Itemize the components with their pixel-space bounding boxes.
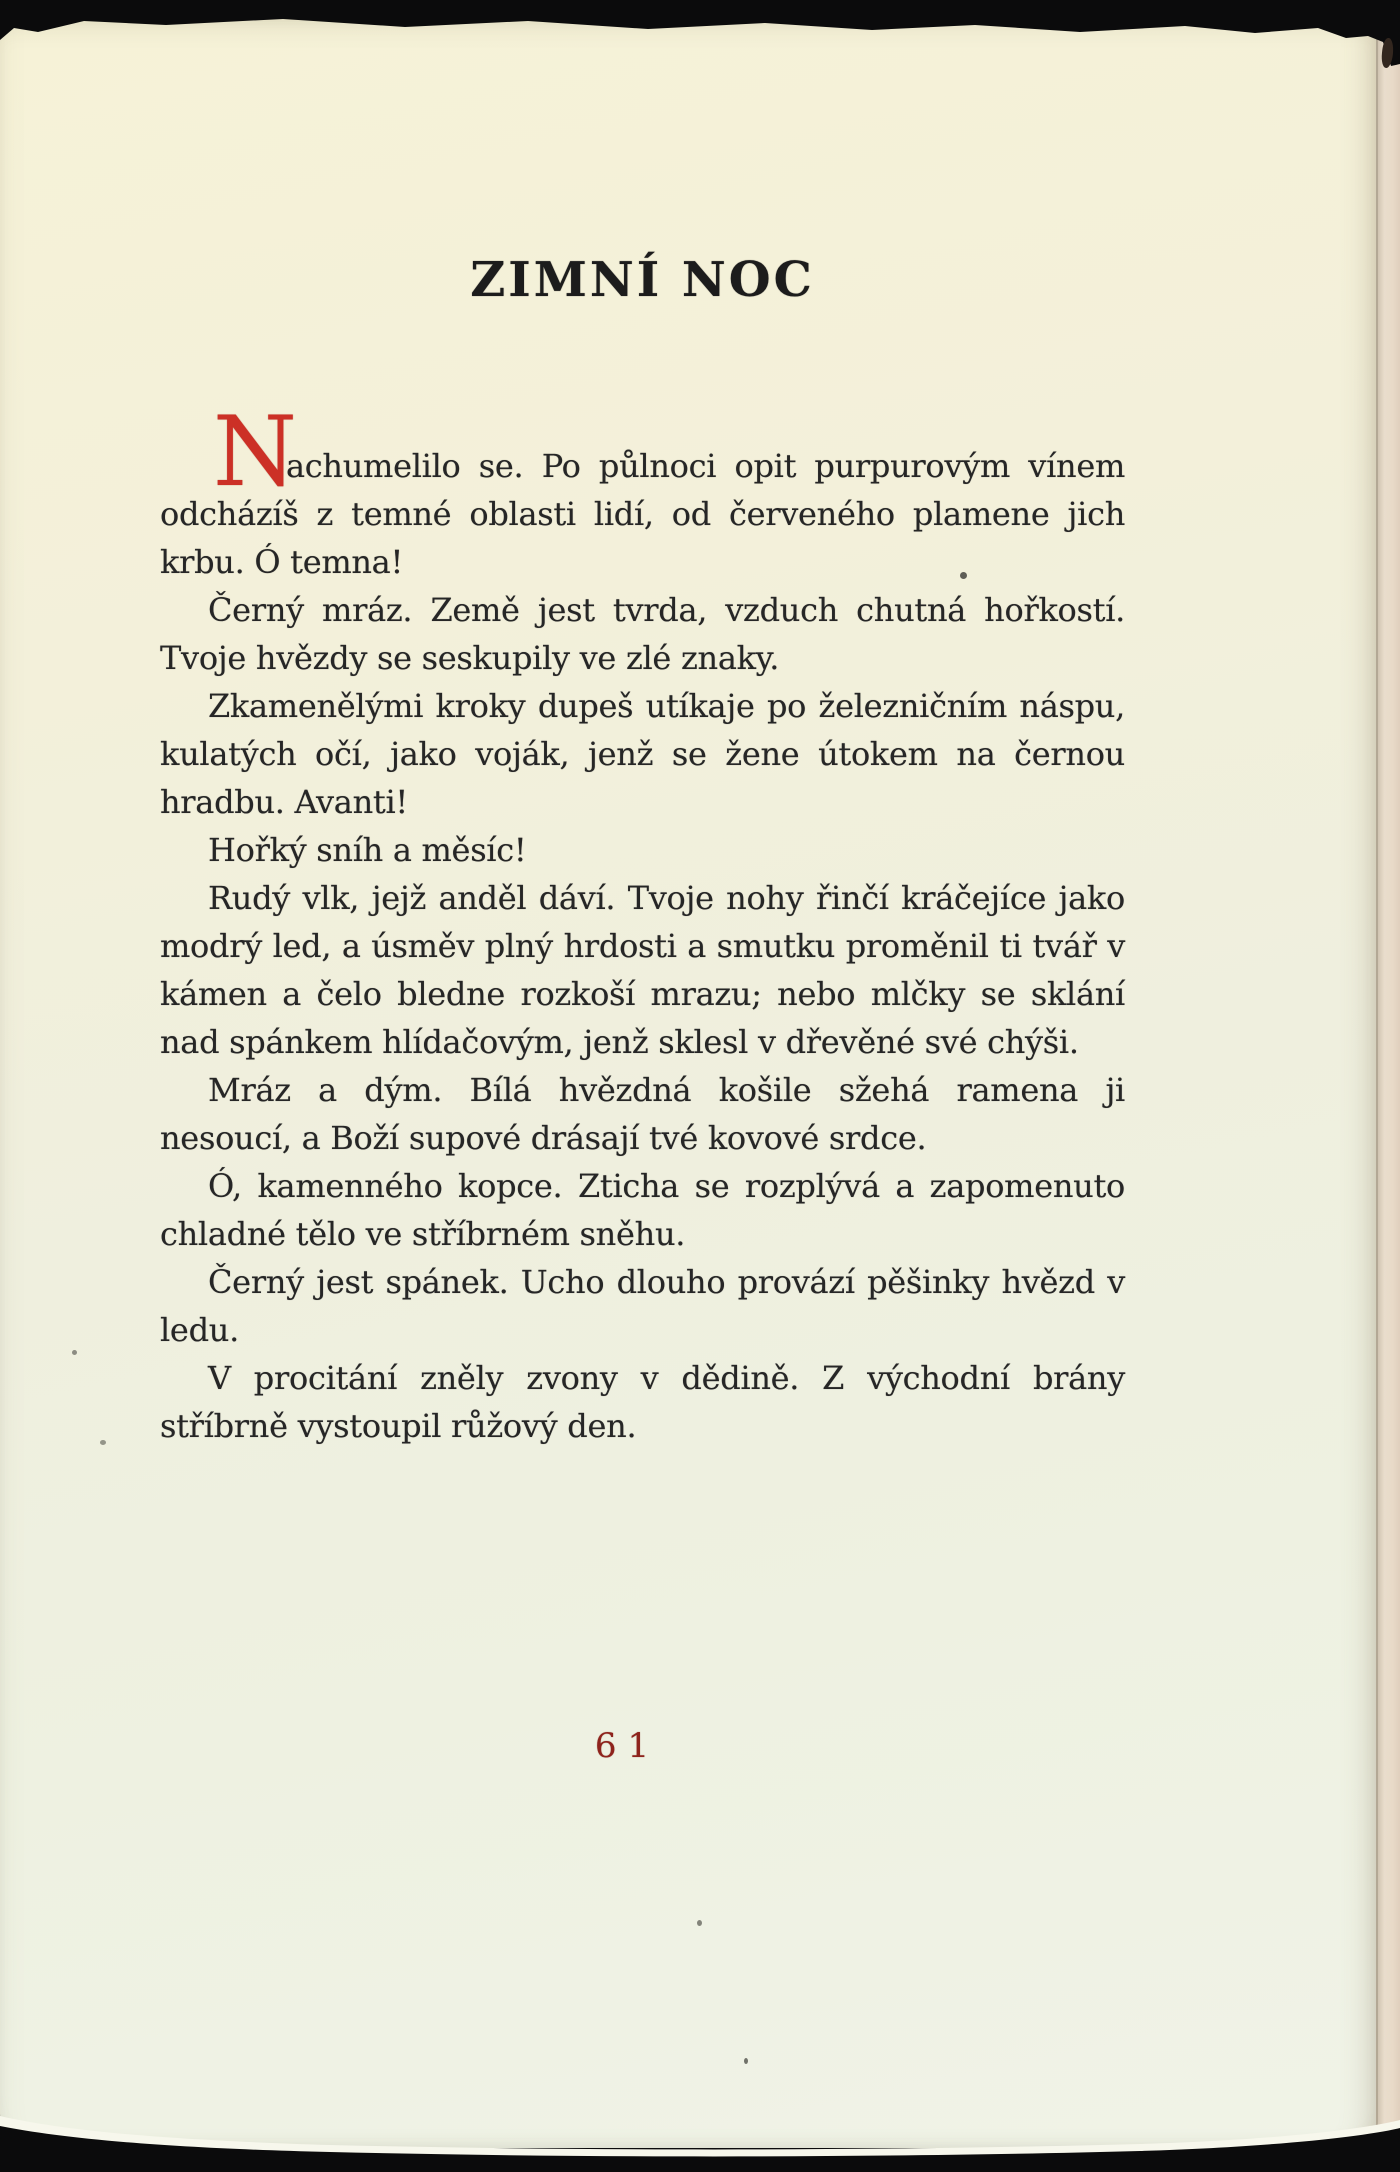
poem-paragraph: Zkamenělými kroky dupeš utíkaje po železničním náspu, kulatých očí, jako voják, jenž se žene útokem na černou hradbu. Avanti! (160, 687, 1125, 821)
paper-speck (960, 572, 967, 579)
page-edge-strip (1376, 6, 1400, 2160)
page-number: 61 (594, 1726, 661, 1766)
page-title: ZIMNÍ NOC (470, 252, 815, 308)
paper-speck (744, 2058, 748, 2064)
poem-body (160, 442, 1125, 1450)
poem-paragraph: Mráz a dým. Bílá hvězdná košile sžehá ramena ji nesoucí, a Boží supové drásají tvé kovové srdce. (160, 1071, 1125, 1157)
poem-paragraph: Ó, kamenného kopce. Zticha se rozplývá a zapomenuto chladné tělo ve stříbrném sněhu. (160, 1167, 1125, 1253)
poem-paragraph: achumelilo se. Po půlnoci opit purpurovým vínem odcházíš z temné oblasti lidí, od červeného plamene jich krbu. Ó temna! (160, 447, 1125, 581)
poem-paragraph: V procitání zněly zvony v dědině. Z východní brány stříbrně vystoupil růžový den. (160, 1359, 1125, 1445)
paper-speck (697, 1920, 702, 1926)
page-sheet (0, 12, 1378, 2148)
bottom-shadow-edge (0, 2082, 1400, 2172)
text-block (160, 12, 1125, 2148)
poem-paragraph: Rudý vlk, jejž anděl dáví. Tvoje nohy řinčí kráčejíce jako modrý led, a úsměv plný hrdosti a smutku proměnil ti tvář v kámen a čelo bledne rozkoší mrazu; nebo mlčky se sklání nad spánkem hlídačovým, jenž sklesl v dřevěné své chýši. (160, 879, 1125, 1061)
paper-speck (100, 1440, 106, 1445)
poem-paragraph: Hořký sníh a měsíc! (208, 831, 527, 869)
paper-speck (72, 1350, 77, 1355)
poem-paragraph: Černý jest spánek. Ucho dlouho provází pěšinky hvězd v ledu. (160, 1263, 1125, 1349)
initial-letter: N (213, 396, 297, 508)
top-shadow-edge (0, 0, 1400, 80)
poem-paragraph: Černý mráz. Země jest tvrda, vzduch chutná hořkostí. Tvoje hvězdy se seskupily ve zlé znaky. (160, 591, 1125, 677)
